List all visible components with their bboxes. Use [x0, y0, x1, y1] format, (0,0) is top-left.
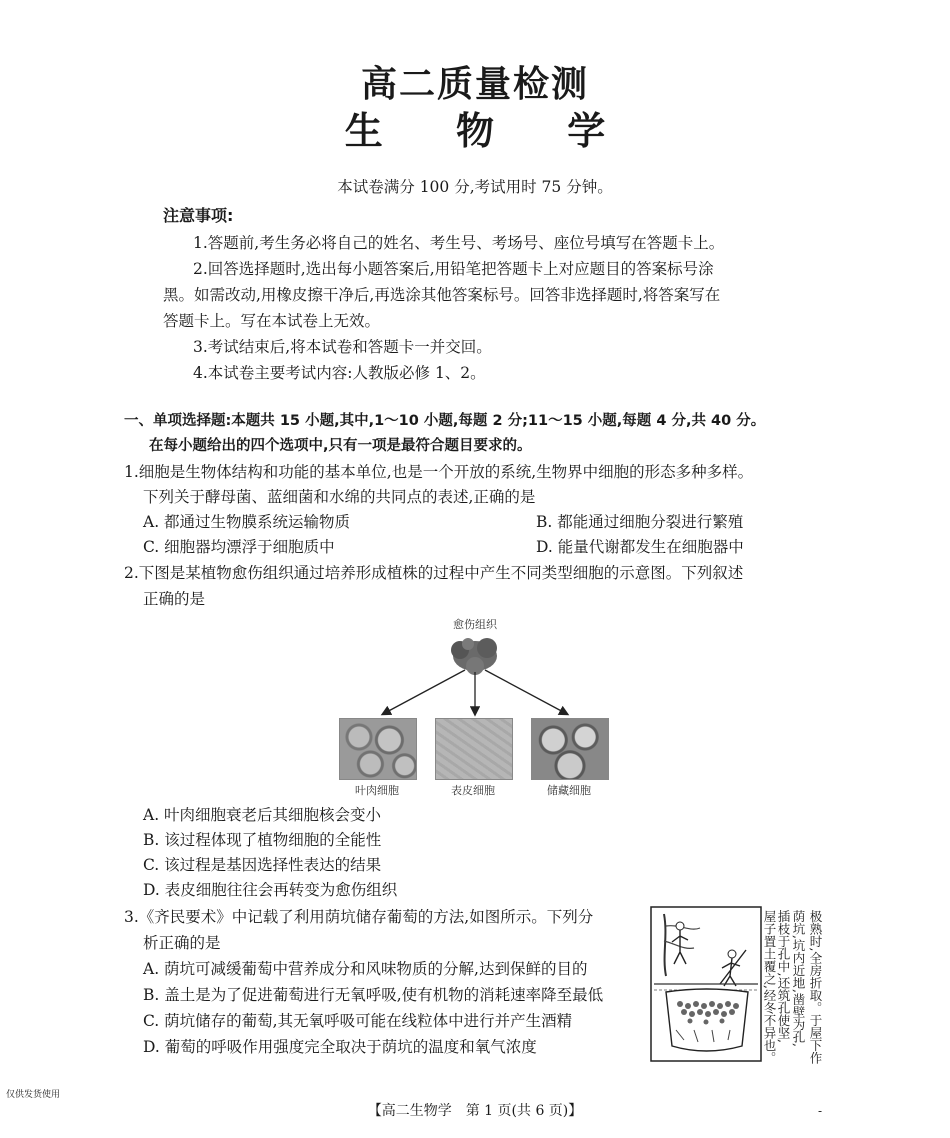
note-line-4: 答题卡上。写在本试卷上无效。	[163, 312, 381, 330]
arrow-left	[383, 670, 465, 714]
photo-mesophyll-cell	[339, 718, 417, 780]
q3-figure-text-col1: 极熟时,全房折取。于屋下作	[808, 910, 823, 1064]
q2-option-b: B. 该过程体现了植物细胞的全能性	[143, 831, 382, 849]
footer-left-note: 仅供发货使用	[6, 1090, 61, 1100]
q1-option-b: B. 都能通过细胞分裂进行繁殖	[536, 513, 744, 531]
section1-line1: 一、单项选择题:本题共 15 小题,其中,1～10 小题,每题 2 分;11～15 小题,每题 4 分,共 40 分。	[124, 413, 766, 429]
q1-stem-2: 下列关于酵母菌、蓝细菌和水绵的共同点的表述,正确的是	[143, 488, 536, 506]
note-line-5: 3.考试结束后,将本试卷和答题卡一并交回。	[193, 338, 492, 356]
q2-option-c: C. 该过程是基因选择性表达的结果	[143, 856, 382, 874]
title-line1: 高二质量检测	[360, 64, 589, 105]
photo-storage-cell	[531, 718, 609, 780]
label-epidermal-cell: 表皮细胞	[451, 784, 495, 797]
section1-line2: 在每小题给出的四个选项中,只有一项是最符合题目要求的。	[149, 438, 532, 454]
storage-pit-illustration	[650, 906, 762, 1062]
q1-option-c: C. 细胞器均漂浮于细胞质中	[143, 538, 335, 556]
q3-stem-1: 3.《齐民要术》中记载了利用荫坑储存葡萄的方法,如图所示。下列分	[124, 908, 594, 926]
q3-option-a: A. 荫坑可减缓葡萄中营养成分和风味物质的分解,达到保鲜的目的	[143, 960, 588, 978]
footer-page-label: 【高二生物学 第 1 页(共 6 页)】	[367, 1103, 583, 1119]
figure-label-callus: 愈伤组织	[453, 618, 497, 631]
note-line-2: 2.回答选择题时,选出每小题答案后,用铅笔把答题卡上对应题目的答案标号涂	[193, 260, 714, 278]
notes-heading: 注意事项:	[163, 206, 234, 225]
footer-dash: -	[818, 1104, 823, 1118]
title-line2: 生 物 学	[344, 109, 636, 153]
label-mesophyll-cell: 叶肉细胞	[355, 784, 399, 797]
note-line-6: 4.本试卷主要考试内容:人教版必修 1、2。	[193, 364, 486, 382]
q3-figure-text-col3: 插枝于孔中,还筑孔使坚,	[776, 910, 791, 1043]
photo-epidermal-cell	[435, 718, 513, 780]
q2-option-d: D. 表皮细胞往往会再转变为愈伤组织	[143, 881, 398, 899]
q3-option-b: B. 盖土是为了促进葡萄进行无氧呼吸,使有机物的消耗速率降至最低	[143, 986, 604, 1004]
note-line-3: 黑。如需改动,用橡皮擦干净后,再选涂其他答案标号。回答非选择题时,将答案写在	[163, 286, 721, 304]
q2-figure	[335, 610, 615, 800]
note-line-1: 1.答题前,考生务必将自己的姓名、考生号、考场号、座位号填写在答题卡上。	[193, 234, 725, 252]
q3-stem-2: 析正确的是	[143, 934, 221, 952]
q2-stem-1: 2.下图是某植物愈伤组织通过培养形成植株的过程中产生不同类型细胞的示意图。下列叙述	[124, 564, 744, 582]
q1-stem-1: 1.细胞是生物体结构和功能的基本单位,也是一个开放的系统,生物界中细胞的形态多种多样。	[124, 463, 754, 481]
q3-figure	[650, 906, 830, 1064]
label-storage-cell: 储藏细胞	[547, 784, 591, 797]
callus-blob	[451, 638, 497, 675]
exam-info: 本试卷满分 100 分,考试用时 75 分钟。	[337, 178, 613, 196]
q1-option-d: D. 能量代谢都发生在细胞器中	[536, 538, 744, 556]
q3-figure-text-col4: 屋子置土覆之,经冬不异也。	[762, 910, 777, 1064]
arrow-right	[485, 670, 567, 714]
q3-option-d: D. 葡萄的呼吸作用强度完全取决于荫坑的温度和氧气浓度	[143, 1038, 537, 1056]
q3-figure-text-col2: 荫坑,坑内近地,凿壁为孔,	[791, 910, 806, 1047]
q2-option-a: A. 叶肉细胞衰老后其细胞核会变小	[143, 806, 382, 824]
q3-option-c: C. 荫坑储存的葡萄,其无氧呼吸可能在线粒体中进行并产生酒精	[143, 1012, 573, 1030]
q2-stem-2: 正确的是	[143, 590, 206, 608]
q1-option-a: A. 都通过生物膜系统运输物质	[143, 513, 351, 531]
